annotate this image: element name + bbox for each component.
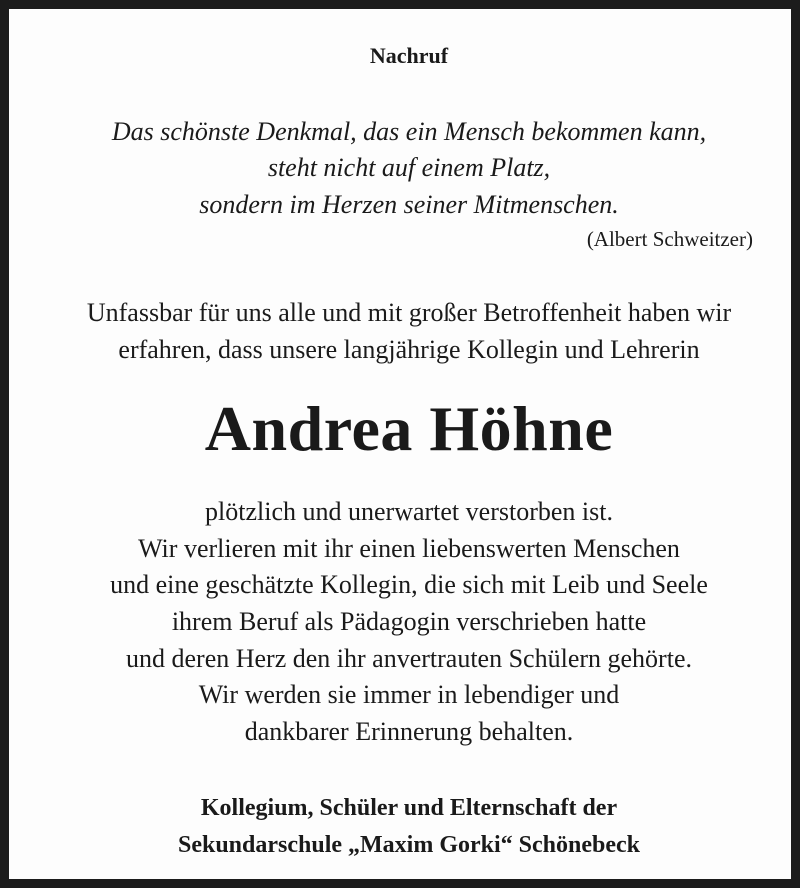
quote-author: (Albert Schweitzer)	[586, 227, 753, 251]
closing-line-1: plötzlich und unerwartet verstorben ist.	[205, 497, 613, 526]
closing-line-2: Wir verlieren mit ihr einen liebenswerten Menschen	[138, 534, 680, 563]
closing-line-3: und eine geschätzte Kollegin, die sich mit Leib und Seele	[110, 570, 708, 599]
closing-line-4: ihrem Beruf als Pädagogin verschrieben hatte	[171, 607, 647, 636]
notice-heading: Nachruf	[369, 43, 449, 68]
quote-line-3: sondern im Herzen seiner Mitmenschen.	[199, 190, 619, 219]
signature-line-2: Sekundarschule „Maxim Gorki“ Schönebeck	[177, 832, 641, 858]
deceased-name: Andrea Höhne	[204, 393, 614, 464]
quote-line-1: Das schönste Denkmal, das ein Mensch bekommen kann,	[111, 117, 707, 146]
intro-line-2: erfahren, dass unsere langjährige Kollegin und Lehrerin	[118, 335, 700, 364]
quote-line-2: steht nicht auf einem Platz,	[267, 153, 551, 182]
closing-line-5: und deren Herz den ihr anvertrauten Schülern gehörte.	[126, 644, 692, 673]
closing-line-7: dankbarer Erinnerung behalten.	[244, 717, 574, 746]
closing-line-6: Wir werden sie immer in lebendiger und	[198, 680, 620, 709]
intro-line-1: Unfassbar für uns alle und mit großer Betroffenheit haben wir	[86, 298, 732, 327]
signature-line-1: Kollegium, Schüler und Elternschaft der	[200, 795, 618, 821]
